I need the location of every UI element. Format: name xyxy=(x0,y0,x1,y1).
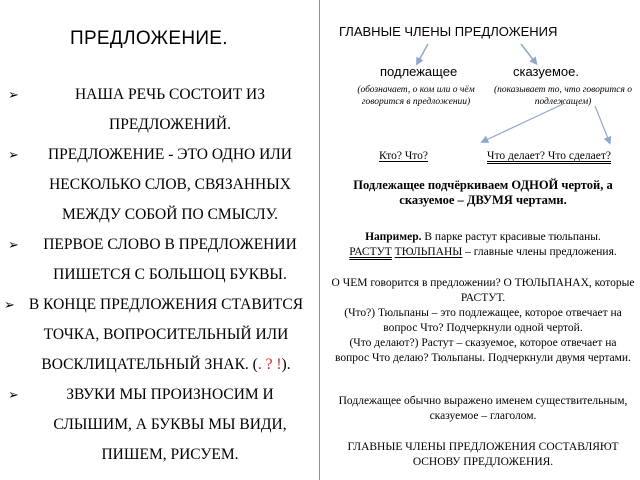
predicate-question: Что делает? Что сделает? xyxy=(487,150,611,162)
analysis-block xyxy=(331,276,635,366)
conclusion: ГЛАВНЫЕ ЧЛЕНЫ ПРЕДЛОЖЕНИЯ СОСТАВЛЯЮТ ОСНОВУ ПРЕДЛОЖЕНИЯ. xyxy=(347,441,619,468)
example-sentence: В парке растут красивые тюльпаны. xyxy=(424,231,601,243)
underline-rule: Подлежащее подчёркиваем ОДНОЙ чертой, а сказуемое – ДВУМЯ чертами. xyxy=(353,178,613,207)
arrow-down-predicate-icon xyxy=(595,106,609,141)
bullet-text: ПЕРВОЕ СЛОВО В ПРЕДЛОЖЕНИИ ПИШЕТСЯ С БОЛЬШОЦ БУКВЫ. xyxy=(43,236,297,283)
bullet-arrow-icon: ➢ xyxy=(8,387,19,402)
punct-exclamation: ! xyxy=(276,356,282,373)
list-item xyxy=(0,230,318,290)
analysis-line: (Что делают?) Растут – сказуемое, которое отвечает на вопрос Что делаю? Тюльпаны. Подчеркнули двумя чертами. xyxy=(335,337,631,364)
example-predicate: РАСТУТ xyxy=(349,246,392,258)
rules-list xyxy=(0,80,318,470)
bullet-arrow-icon: ➢ xyxy=(4,297,15,312)
list-item xyxy=(0,380,318,470)
analysis-line: О ЧЕМ говорится в предложении? О ТЮЛЬПАНАХ, которые РАСТУТ. xyxy=(331,277,635,304)
example-label: Например. xyxy=(365,231,422,243)
expression-note: Подлежащее обычно выражено именем существительным, сказуемое – глаголом. xyxy=(338,395,628,422)
list-item xyxy=(0,290,318,380)
bullet-text: В КОНЦЕ ПРЕДЛОЖЕНИЯ СТАВИТСЯ ТОЧКА, ВОПРОСИТЕЛЬНЫЙ ИЛИ ВОСКЛИЦАТЕЛЬНЫЙ ЗНАК. ( xyxy=(28,296,304,373)
list-item xyxy=(0,140,318,230)
subject-note: (обозначает, о ком или о чём говорится в предложении) xyxy=(357,85,475,107)
bullet-text: НАША РЕЧЬ СОСТОИТ ИЗ ПРЕДЛОЖЕНИЙ. xyxy=(74,86,266,133)
subject-question: Кто? Что? xyxy=(379,150,429,162)
punct-dot: . xyxy=(257,356,262,373)
bullet-arrow-icon: ➢ xyxy=(8,237,19,252)
main-members-panel xyxy=(325,0,640,480)
analysis-line: (Что?) Тюльпаны – это подлежащее, которое отвечает на вопрос Что? Подчеркнули одной чертой. xyxy=(344,307,622,334)
example-block xyxy=(331,230,635,260)
arrow-predicate-to-subject-icon xyxy=(484,104,563,141)
punct-close: ). xyxy=(281,356,291,373)
example-tail: – главные члены предложения. xyxy=(465,246,617,258)
bullet-arrow-icon: ➢ xyxy=(8,87,19,102)
predicate-note: (показывает то, что говорится о подлежащем) xyxy=(493,85,633,107)
punct-question: ? xyxy=(265,356,273,373)
right-title: ГЛАВНЫЕ ЧЛЕНЫ ПРЕДЛОЖЕНИЯ xyxy=(339,24,558,39)
subject-term: подлежащее xyxy=(380,64,458,79)
predicate-term: сказуемое. xyxy=(513,64,579,79)
list-item xyxy=(0,80,318,140)
arrow-to-subject-icon xyxy=(418,44,428,62)
bullet-text: ПРЕДЛОЖЕНИЕ - ЭТО ОДНО ИЛИ НЕСКОЛЬКО СЛОВ, СВЯЗАННЫХ МЕЖДУ СОБОЙ ПО СМЫСЛУ. xyxy=(47,146,293,223)
arrow-to-predicate-icon xyxy=(521,44,535,62)
bullet-arrow-icon: ➢ xyxy=(8,147,19,162)
column-divider xyxy=(319,0,320,480)
left-title: ПРЕДЛОЖЕНИЕ. xyxy=(70,28,228,49)
bullet-text: ЗВУКИ МЫ ПРОИЗНОСИМ И СЛЫШИМ, А БУКВЫ МЫ ВИДИ, ПИШЕМ, РИСУЕМ. xyxy=(53,386,287,463)
example-subject: ТЮЛЬПАНЫ xyxy=(394,246,463,258)
